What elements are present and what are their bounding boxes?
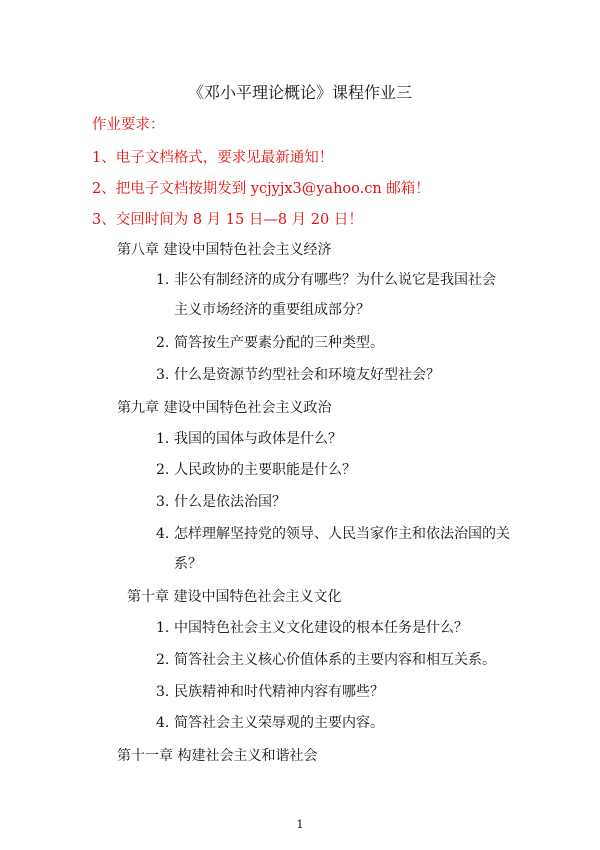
question-number: 2.: [156, 462, 170, 478]
requirements-heading: 作业要求：: [92, 117, 165, 133]
question-text: 非公有制经济的成分有哪些？为什么说它是我国社会: [174, 272, 496, 288]
question-number: 3.: [156, 367, 170, 383]
question-text: 民族精神和时代精神内容有哪些？: [174, 684, 384, 700]
question-item: [156, 428, 342, 448]
question-text: 怎样理解坚持党的领导、人民当家作主和依法治国的关: [174, 526, 510, 542]
requirement-item: 1、电子文档格式，要求见最新通知！: [92, 150, 334, 166]
question-number: 2.: [156, 335, 170, 351]
question-item: [156, 617, 468, 637]
question-text: 什么是依法治国？: [174, 494, 286, 510]
question-number: 1.: [156, 431, 170, 447]
page-title: 《邓小平理论概论》课程作业三: [187, 83, 412, 102]
requirement-item: 2、把电子文档按期发到 ycjyjx3@yahoo.cn 邮箱！: [92, 181, 430, 197]
question-text: 简答社会主义荣辱观的主要内容。: [174, 715, 384, 731]
question-item: [156, 332, 384, 352]
question-text-continued: 系？: [174, 556, 202, 572]
question-item: [156, 459, 356, 479]
chapter-title: 第九章 建设中国特色社会主义政治: [117, 400, 332, 416]
question-item: [156, 491, 286, 511]
question-text: 人民政协的主要职能是什么？: [174, 462, 356, 478]
question-text: 我国的国体与政体是什么？: [174, 431, 342, 447]
question-text-continued: 主义市场经济的重要组成部分？: [174, 302, 370, 318]
question-number: 1.: [156, 272, 170, 288]
requirement-item: 3、交回时间为 8 月 15 日—8 月 20 日！: [92, 212, 363, 228]
question-number: 3.: [156, 494, 170, 510]
page-number: 1: [296, 818, 304, 831]
question-text: 简答社会主义核心价值体系的主要内容和相互关系。: [174, 652, 496, 668]
question-item: [156, 523, 510, 543]
question-item: [156, 712, 384, 732]
question-number: 1.: [156, 620, 170, 636]
question-item: [156, 269, 496, 289]
chapter-title: 第十章 建设中国特色社会主义文化: [127, 589, 342, 605]
question-text: 中国特色社会主义文化建设的根本任务是什么？: [174, 620, 468, 636]
question-number: 2.: [156, 652, 170, 668]
question-number: 4.: [156, 715, 170, 731]
question-number: 4.: [156, 526, 170, 542]
chapter-title: 第十一章 构建社会主义和谐社会: [117, 748, 318, 764]
question-text: 什么是资源节约型社会和环境友好型社会？: [174, 367, 440, 383]
chapter-title: 第八章 建设中国特色社会主义经济: [117, 242, 332, 258]
question-number: 3.: [156, 684, 170, 700]
question-item: [156, 649, 496, 669]
question-item: [156, 681, 384, 701]
question-item: [156, 364, 440, 384]
question-text: 简答按生产要素分配的三种类型。: [174, 335, 384, 351]
